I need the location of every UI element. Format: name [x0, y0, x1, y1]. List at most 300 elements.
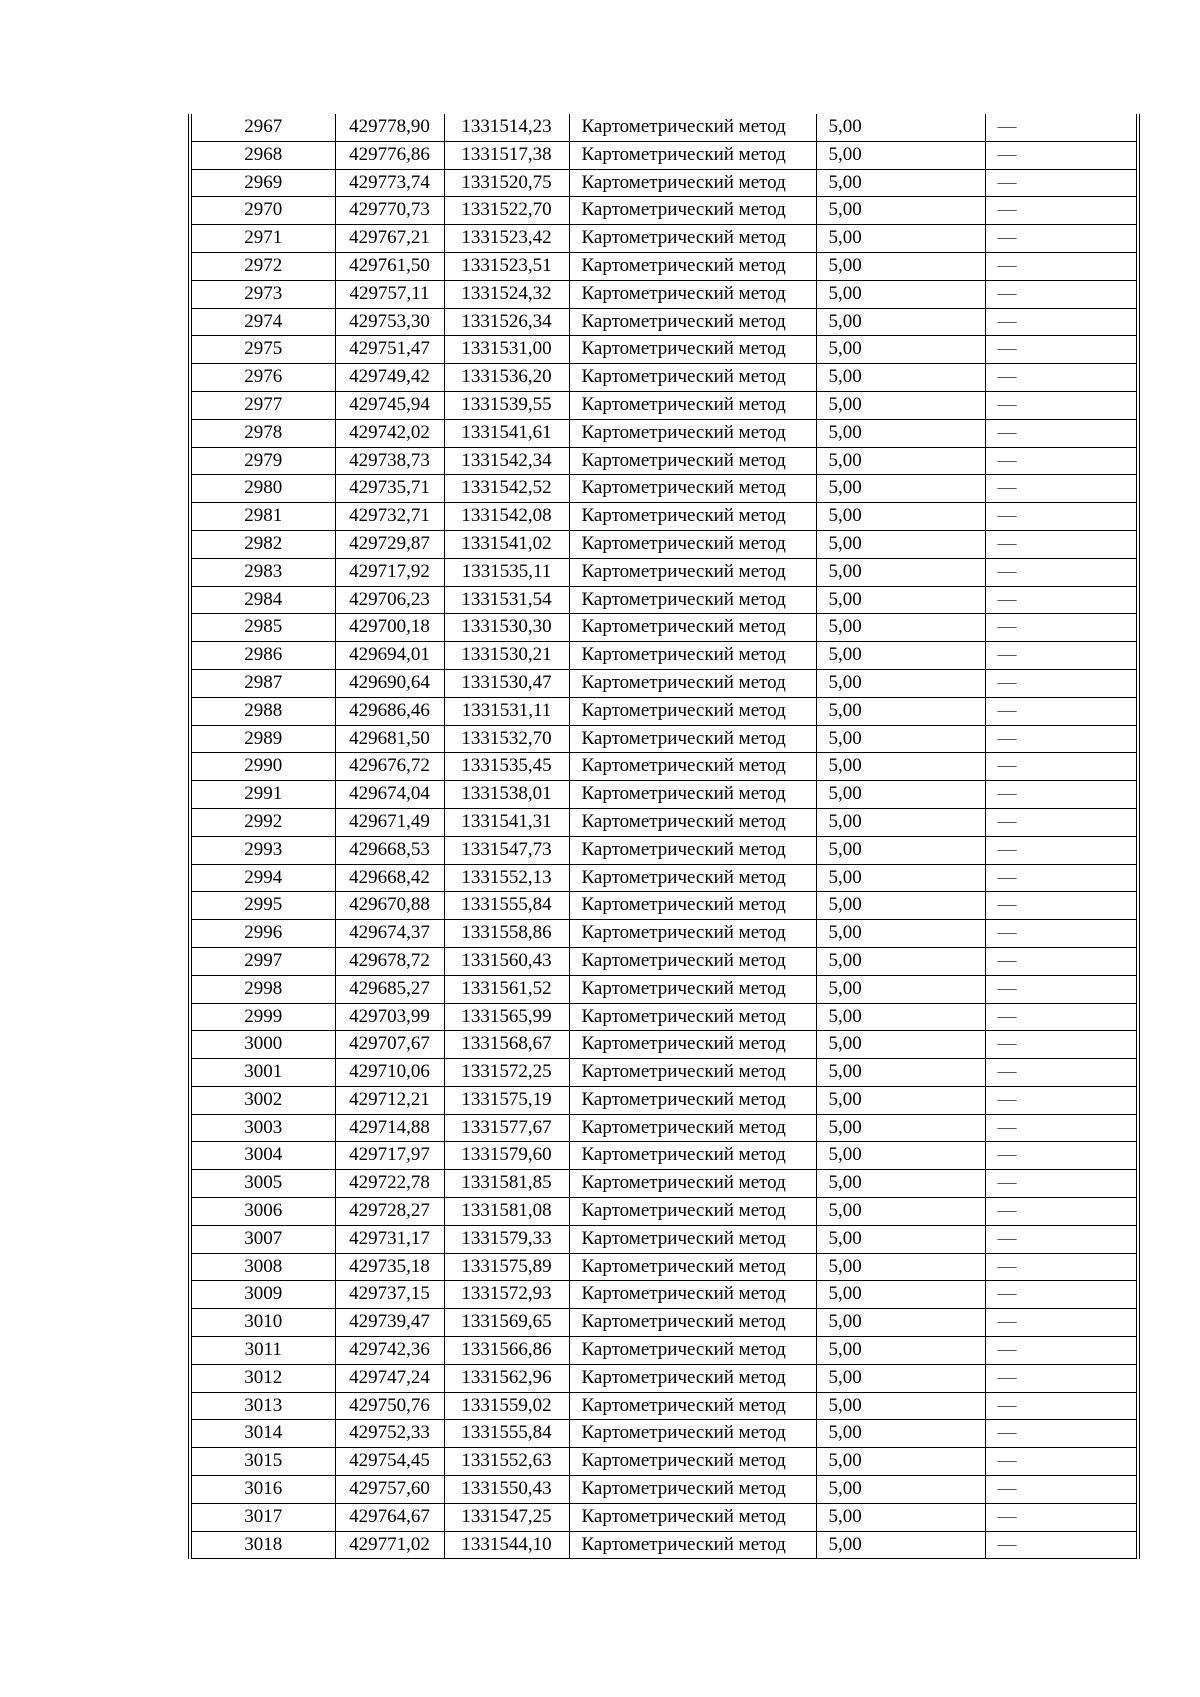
- x-coordinate-cell: 429671,49: [335, 808, 444, 836]
- y-coordinate-cell: 1331566,86: [444, 1337, 569, 1365]
- y-coordinate-cell: 1331555,84: [444, 1420, 569, 1448]
- table-row: [192, 475, 1136, 503]
- x-coordinate-cell: 429750,76: [335, 1392, 444, 1420]
- x-coordinate-cell: 429742,02: [335, 419, 444, 447]
- table-row: [192, 697, 1136, 725]
- y-coordinate-cell: 1331572,25: [444, 1059, 569, 1087]
- method-cell: Картометрический метод: [569, 753, 816, 781]
- method-cell: Картометрический метод: [569, 1059, 816, 1087]
- precision-cell: 5,00: [816, 391, 985, 419]
- y-coordinate-cell: 1331531,00: [444, 336, 569, 364]
- x-coordinate-cell: 429770,73: [335, 197, 444, 225]
- point-number-cell: 2994: [192, 864, 335, 892]
- y-coordinate-cell: 1331575,19: [444, 1086, 569, 1114]
- precision-cell: 5,00: [816, 1198, 985, 1226]
- table-row: [192, 197, 1136, 225]
- point-number-cell: 2980: [192, 475, 335, 503]
- method-cell: Картометрический метод: [569, 308, 816, 336]
- precision-cell: 5,00: [816, 669, 985, 697]
- x-coordinate-cell: 429712,21: [335, 1086, 444, 1114]
- precision-cell: 5,00: [816, 447, 985, 475]
- point-number-cell: 3017: [192, 1503, 335, 1531]
- point-number-cell: 2986: [192, 642, 335, 670]
- description-cell: —: [985, 530, 1136, 558]
- precision-cell: 5,00: [816, 197, 985, 225]
- y-coordinate-cell: 1331522,70: [444, 197, 569, 225]
- precision-cell: 5,00: [816, 1225, 985, 1253]
- description-cell: —: [985, 753, 1136, 781]
- precision-cell: 5,00: [816, 614, 985, 642]
- point-number-cell: 2970: [192, 197, 335, 225]
- table-row: [192, 975, 1136, 1003]
- description-cell: —: [985, 1337, 1136, 1365]
- table-row: [192, 1170, 1136, 1198]
- table-row: [192, 280, 1136, 308]
- x-coordinate-cell: 429714,88: [335, 1114, 444, 1142]
- y-coordinate-cell: 1331535,45: [444, 753, 569, 781]
- point-number-cell: 3005: [192, 1170, 335, 1198]
- precision-cell: 5,00: [816, 1309, 985, 1337]
- precision-cell: 5,00: [816, 892, 985, 920]
- method-cell: Картометрический метод: [569, 1086, 816, 1114]
- method-cell: Картометрический метод: [569, 1309, 816, 1337]
- table-row: [192, 391, 1136, 419]
- x-coordinate-cell: 429739,47: [335, 1309, 444, 1337]
- precision-cell: 5,00: [816, 141, 985, 169]
- method-cell: Картометрический метод: [569, 364, 816, 392]
- x-coordinate-cell: 429728,27: [335, 1198, 444, 1226]
- table-row: [192, 364, 1136, 392]
- coordinates-table-body: [192, 114, 1136, 1559]
- description-cell: —: [985, 920, 1136, 948]
- table-row: [192, 225, 1136, 253]
- point-number-cell: 2988: [192, 697, 335, 725]
- description-cell: —: [985, 1420, 1136, 1448]
- y-coordinate-cell: 1331541,61: [444, 419, 569, 447]
- table-row: [192, 586, 1136, 614]
- point-number-cell: 2973: [192, 280, 335, 308]
- table-row: [192, 1476, 1136, 1504]
- precision-cell: 5,00: [816, 1476, 985, 1504]
- point-number-cell: 2991: [192, 781, 335, 809]
- precision-cell: 5,00: [816, 753, 985, 781]
- y-coordinate-cell: 1331530,30: [444, 614, 569, 642]
- precision-cell: 5,00: [816, 947, 985, 975]
- x-coordinate-cell: 429749,42: [335, 364, 444, 392]
- point-number-cell: 3004: [192, 1142, 335, 1170]
- precision-cell: 5,00: [816, 725, 985, 753]
- point-number-cell: 2982: [192, 530, 335, 558]
- table-row: [192, 252, 1136, 280]
- precision-cell: 5,00: [816, 1031, 985, 1059]
- method-cell: Картометрический метод: [569, 614, 816, 642]
- y-coordinate-cell: 1331530,21: [444, 642, 569, 670]
- y-coordinate-cell: 1331547,25: [444, 1503, 569, 1531]
- y-coordinate-cell: 1331514,23: [444, 114, 569, 141]
- precision-cell: 5,00: [816, 364, 985, 392]
- description-cell: —: [985, 197, 1136, 225]
- point-number-cell: 2985: [192, 614, 335, 642]
- description-cell: —: [985, 1281, 1136, 1309]
- x-coordinate-cell: 429745,94: [335, 391, 444, 419]
- description-cell: —: [985, 1253, 1136, 1281]
- description-cell: —: [985, 1225, 1136, 1253]
- point-number-cell: 2977: [192, 391, 335, 419]
- description-cell: —: [985, 1476, 1136, 1504]
- y-coordinate-cell: 1331559,02: [444, 1392, 569, 1420]
- description-cell: —: [985, 336, 1136, 364]
- method-cell: Картометрический метод: [569, 1253, 816, 1281]
- x-coordinate-cell: 429685,27: [335, 975, 444, 1003]
- y-coordinate-cell: 1331561,52: [444, 975, 569, 1003]
- method-cell: Картометрический метод: [569, 503, 816, 531]
- point-number-cell: 3009: [192, 1281, 335, 1309]
- y-coordinate-cell: 1331542,52: [444, 475, 569, 503]
- description-cell: —: [985, 252, 1136, 280]
- precision-cell: 5,00: [816, 503, 985, 531]
- precision-cell: 5,00: [816, 1003, 985, 1031]
- description-cell: —: [985, 1531, 1136, 1559]
- precision-cell: 5,00: [816, 1420, 985, 1448]
- precision-cell: 5,00: [816, 280, 985, 308]
- method-cell: Картометрический метод: [569, 1420, 816, 1448]
- table-row: [192, 1364, 1136, 1392]
- y-coordinate-cell: 1331547,73: [444, 836, 569, 864]
- method-cell: Картометрический метод: [569, 169, 816, 197]
- y-coordinate-cell: 1331581,85: [444, 1170, 569, 1198]
- precision-cell: 5,00: [816, 1059, 985, 1087]
- table-row: [192, 1420, 1136, 1448]
- method-cell: Картометрический метод: [569, 725, 816, 753]
- method-cell: Картометрический метод: [569, 1448, 816, 1476]
- y-coordinate-cell: 1331572,93: [444, 1281, 569, 1309]
- description-cell: —: [985, 141, 1136, 169]
- point-number-cell: 3014: [192, 1420, 335, 1448]
- table-row: [192, 1337, 1136, 1365]
- y-coordinate-cell: 1331542,34: [444, 447, 569, 475]
- y-coordinate-cell: 1331568,67: [444, 1031, 569, 1059]
- description-cell: —: [985, 364, 1136, 392]
- y-coordinate-cell: 1331523,51: [444, 252, 569, 280]
- x-coordinate-cell: 429738,73: [335, 447, 444, 475]
- x-coordinate-cell: 429668,53: [335, 836, 444, 864]
- table-row: [192, 1225, 1136, 1253]
- point-number-cell: 2987: [192, 669, 335, 697]
- description-cell: —: [985, 836, 1136, 864]
- y-coordinate-cell: 1331552,63: [444, 1448, 569, 1476]
- method-cell: Картометрический метод: [569, 558, 816, 586]
- point-number-cell: 2989: [192, 725, 335, 753]
- x-coordinate-cell: 429754,45: [335, 1448, 444, 1476]
- table-row: [192, 1031, 1136, 1059]
- table-row: [192, 1503, 1136, 1531]
- description-cell: —: [985, 808, 1136, 836]
- y-coordinate-cell: 1331532,70: [444, 725, 569, 753]
- x-coordinate-cell: 429706,23: [335, 586, 444, 614]
- precision-cell: 5,00: [816, 1114, 985, 1142]
- point-number-cell: 3010: [192, 1309, 335, 1337]
- method-cell: Картометрический метод: [569, 1364, 816, 1392]
- table-row: [192, 864, 1136, 892]
- y-coordinate-cell: 1331552,13: [444, 864, 569, 892]
- description-cell: —: [985, 1170, 1136, 1198]
- precision-cell: 5,00: [816, 697, 985, 725]
- description-cell: —: [985, 169, 1136, 197]
- method-cell: Картометрический метод: [569, 808, 816, 836]
- y-coordinate-cell: 1331526,34: [444, 308, 569, 336]
- method-cell: Картометрический метод: [569, 1225, 816, 1253]
- table-row: [192, 114, 1136, 141]
- point-number-cell: 2990: [192, 753, 335, 781]
- x-coordinate-cell: 429670,88: [335, 892, 444, 920]
- description-cell: —: [985, 475, 1136, 503]
- x-coordinate-cell: 429674,04: [335, 781, 444, 809]
- x-coordinate-cell: 429690,64: [335, 669, 444, 697]
- description-cell: —: [985, 669, 1136, 697]
- y-coordinate-cell: 1331538,01: [444, 781, 569, 809]
- x-coordinate-cell: 429753,30: [335, 308, 444, 336]
- point-number-cell: 3000: [192, 1031, 335, 1059]
- description-cell: —: [985, 1364, 1136, 1392]
- y-coordinate-cell: 1331575,89: [444, 1253, 569, 1281]
- description-cell: —: [985, 642, 1136, 670]
- x-coordinate-cell: 429717,92: [335, 558, 444, 586]
- table-row: [192, 836, 1136, 864]
- x-coordinate-cell: 429742,36: [335, 1337, 444, 1365]
- y-coordinate-cell: 1331555,84: [444, 892, 569, 920]
- precision-cell: 5,00: [816, 1392, 985, 1420]
- precision-cell: 5,00: [816, 252, 985, 280]
- x-coordinate-cell: 429737,15: [335, 1281, 444, 1309]
- table-row: [192, 558, 1136, 586]
- method-cell: Картометрический метод: [569, 141, 816, 169]
- x-coordinate-cell: 429764,67: [335, 1503, 444, 1531]
- point-number-cell: 2998: [192, 975, 335, 1003]
- point-number-cell: 2984: [192, 586, 335, 614]
- x-coordinate-cell: 429757,11: [335, 280, 444, 308]
- table-row: [192, 503, 1136, 531]
- x-coordinate-cell: 429717,97: [335, 1142, 444, 1170]
- precision-cell: 5,00: [816, 1364, 985, 1392]
- point-number-cell: 3007: [192, 1225, 335, 1253]
- precision-cell: 5,00: [816, 836, 985, 864]
- table-row: [192, 781, 1136, 809]
- method-cell: Картометрический метод: [569, 1531, 816, 1559]
- y-coordinate-cell: 1331541,02: [444, 530, 569, 558]
- method-cell: Картометрический метод: [569, 697, 816, 725]
- method-cell: Картометрический метод: [569, 280, 816, 308]
- x-coordinate-cell: 429771,02: [335, 1531, 444, 1559]
- y-coordinate-cell: 1331523,42: [444, 225, 569, 253]
- x-coordinate-cell: 429722,78: [335, 1170, 444, 1198]
- description-cell: —: [985, 503, 1136, 531]
- x-coordinate-cell: 429776,86: [335, 141, 444, 169]
- table-row: [192, 169, 1136, 197]
- method-cell: Картометрический метод: [569, 475, 816, 503]
- precision-cell: 5,00: [816, 1142, 985, 1170]
- y-coordinate-cell: 1331550,43: [444, 1476, 569, 1504]
- table-row: [192, 808, 1136, 836]
- method-cell: Картометрический метод: [569, 1503, 816, 1531]
- table-row: [192, 947, 1136, 975]
- method-cell: Картометрический метод: [569, 1198, 816, 1226]
- point-number-cell: 2992: [192, 808, 335, 836]
- x-coordinate-cell: 429747,24: [335, 1364, 444, 1392]
- y-coordinate-cell: 1331531,11: [444, 697, 569, 725]
- table-row: [192, 1086, 1136, 1114]
- y-coordinate-cell: 1331577,67: [444, 1114, 569, 1142]
- x-coordinate-cell: 429703,99: [335, 1003, 444, 1031]
- table-row: [192, 1003, 1136, 1031]
- point-number-cell: 3018: [192, 1531, 335, 1559]
- table-row: [192, 336, 1136, 364]
- precision-cell: 5,00: [816, 642, 985, 670]
- table-row: [192, 447, 1136, 475]
- description-cell: —: [985, 614, 1136, 642]
- method-cell: Картометрический метод: [569, 781, 816, 809]
- y-coordinate-cell: 1331542,08: [444, 503, 569, 531]
- description-cell: —: [985, 781, 1136, 809]
- precision-cell: 5,00: [816, 530, 985, 558]
- y-coordinate-cell: 1331579,60: [444, 1142, 569, 1170]
- precision-cell: 5,00: [816, 1531, 985, 1559]
- table-row: [192, 1448, 1136, 1476]
- method-cell: Картометрический метод: [569, 836, 816, 864]
- point-number-cell: 2968: [192, 141, 335, 169]
- method-cell: Картометрический метод: [569, 197, 816, 225]
- point-number-cell: 3008: [192, 1253, 335, 1281]
- method-cell: Картометрический метод: [569, 419, 816, 447]
- x-coordinate-cell: 429735,71: [335, 475, 444, 503]
- description-cell: —: [985, 391, 1136, 419]
- description-cell: —: [985, 114, 1136, 141]
- coordinates-table-frame: [188, 114, 1140, 1559]
- method-cell: Картометрический метод: [569, 1392, 816, 1420]
- description-cell: —: [985, 1031, 1136, 1059]
- y-coordinate-cell: 1331541,31: [444, 808, 569, 836]
- table-row: [192, 1142, 1136, 1170]
- coordinates-table: [192, 114, 1136, 1559]
- method-cell: Картометрический метод: [569, 1476, 816, 1504]
- description-cell: —: [985, 1114, 1136, 1142]
- table-row: [192, 1531, 1136, 1559]
- y-coordinate-cell: 1331531,54: [444, 586, 569, 614]
- x-coordinate-cell: 429767,21: [335, 225, 444, 253]
- description-cell: —: [985, 1503, 1136, 1531]
- method-cell: Картометрический метод: [569, 114, 816, 141]
- table-row: [192, 892, 1136, 920]
- method-cell: Картометрический метод: [569, 669, 816, 697]
- precision-cell: 5,00: [816, 169, 985, 197]
- y-coordinate-cell: 1331520,75: [444, 169, 569, 197]
- y-coordinate-cell: 1331530,47: [444, 669, 569, 697]
- x-coordinate-cell: 429681,50: [335, 725, 444, 753]
- method-cell: Картометрический метод: [569, 447, 816, 475]
- x-coordinate-cell: 429668,42: [335, 864, 444, 892]
- method-cell: Картометрический метод: [569, 947, 816, 975]
- method-cell: Картометрический метод: [569, 975, 816, 1003]
- y-coordinate-cell: 1331562,96: [444, 1364, 569, 1392]
- x-coordinate-cell: 429729,87: [335, 530, 444, 558]
- y-coordinate-cell: 1331517,38: [444, 141, 569, 169]
- description-cell: —: [985, 225, 1136, 253]
- method-cell: Картометрический метод: [569, 391, 816, 419]
- point-number-cell: 2981: [192, 503, 335, 531]
- x-coordinate-cell: 429674,37: [335, 920, 444, 948]
- method-cell: Картометрический метод: [569, 892, 816, 920]
- table-row: [192, 920, 1136, 948]
- method-cell: Картометрический метод: [569, 1170, 816, 1198]
- x-coordinate-cell: 429686,46: [335, 697, 444, 725]
- table-row: [192, 1198, 1136, 1226]
- table-row: [192, 141, 1136, 169]
- point-number-cell: 2976: [192, 364, 335, 392]
- point-number-cell: 2993: [192, 836, 335, 864]
- table-row: [192, 419, 1136, 447]
- precision-cell: 5,00: [816, 475, 985, 503]
- table-row: [192, 1114, 1136, 1142]
- x-coordinate-cell: 429676,72: [335, 753, 444, 781]
- description-cell: —: [985, 558, 1136, 586]
- table-row: [192, 530, 1136, 558]
- point-number-cell: 2983: [192, 558, 335, 586]
- table-row: [192, 669, 1136, 697]
- x-coordinate-cell: 429732,71: [335, 503, 444, 531]
- table-row: [192, 1392, 1136, 1420]
- description-cell: —: [985, 1392, 1136, 1420]
- x-coordinate-cell: 429773,74: [335, 169, 444, 197]
- precision-cell: 5,00: [816, 975, 985, 1003]
- description-cell: —: [985, 419, 1136, 447]
- method-cell: Картометрический метод: [569, 642, 816, 670]
- precision-cell: 5,00: [816, 114, 985, 141]
- y-coordinate-cell: 1331558,86: [444, 920, 569, 948]
- precision-cell: 5,00: [816, 1337, 985, 1365]
- description-cell: —: [985, 586, 1136, 614]
- description-cell: —: [985, 1086, 1136, 1114]
- description-cell: —: [985, 1448, 1136, 1476]
- precision-cell: 5,00: [816, 558, 985, 586]
- point-number-cell: 3015: [192, 1448, 335, 1476]
- point-number-cell: 3012: [192, 1364, 335, 1392]
- x-coordinate-cell: 429752,33: [335, 1420, 444, 1448]
- point-number-cell: 2979: [192, 447, 335, 475]
- point-number-cell: 2997: [192, 947, 335, 975]
- method-cell: Картометрический метод: [569, 1114, 816, 1142]
- precision-cell: 5,00: [816, 419, 985, 447]
- x-coordinate-cell: 429757,60: [335, 1476, 444, 1504]
- x-coordinate-cell: 429761,50: [335, 252, 444, 280]
- description-cell: —: [985, 697, 1136, 725]
- point-number-cell: 2972: [192, 252, 335, 280]
- point-number-cell: 2974: [192, 308, 335, 336]
- description-cell: —: [985, 308, 1136, 336]
- table-row: [192, 753, 1136, 781]
- table-row: [192, 308, 1136, 336]
- x-coordinate-cell: 429700,18: [335, 614, 444, 642]
- y-coordinate-cell: 1331579,33: [444, 1225, 569, 1253]
- x-coordinate-cell: 429735,18: [335, 1253, 444, 1281]
- precision-cell: 5,00: [816, 808, 985, 836]
- point-number-cell: 3016: [192, 1476, 335, 1504]
- point-number-cell: 2975: [192, 336, 335, 364]
- point-number-cell: 3013: [192, 1392, 335, 1420]
- y-coordinate-cell: 1331536,20: [444, 364, 569, 392]
- method-cell: Картометрический метод: [569, 336, 816, 364]
- x-coordinate-cell: 429751,47: [335, 336, 444, 364]
- description-cell: —: [985, 725, 1136, 753]
- method-cell: Картометрический метод: [569, 1003, 816, 1031]
